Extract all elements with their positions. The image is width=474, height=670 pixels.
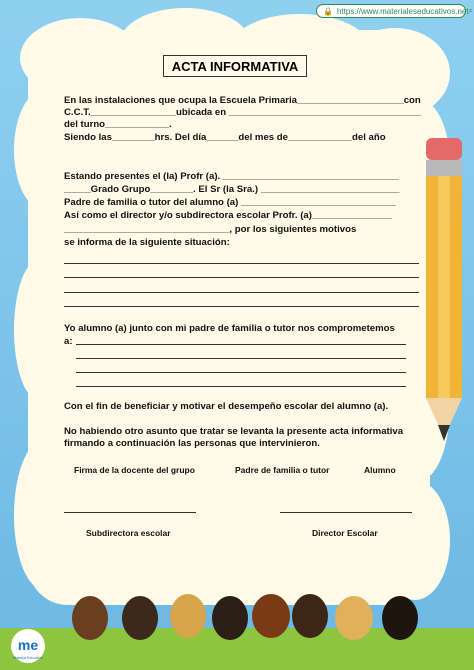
text-line: Yo alumno (a) junto con mi padre de familia o tutor nos comprometemos: [64, 323, 395, 334]
writing-line[interactable]: [76, 358, 406, 359]
signature-line[interactable]: [64, 512, 196, 513]
writing-line[interactable]: [76, 372, 406, 373]
text-line: firmando a continuación las personas que intervinieron.: [64, 438, 320, 449]
writing-line[interactable]: [64, 263, 419, 264]
text-line: Así como el director y/o subdirectora escolar Profr. (a)_______________: [64, 210, 392, 221]
url-text: https://www.materialeseducativos.net: [336, 6, 469, 16]
text-line: En las instalaciones que ocupa la Escuela Primaria____________________con: [64, 95, 421, 106]
signature-label-student: Alumno: [364, 465, 396, 475]
text-line: _____Grado Grupo________. El Sr (la Sra.) __________________________: [64, 184, 400, 195]
text-line: a:: [64, 336, 73, 347]
child-figure: [170, 594, 206, 638]
text-line: Estando presentes el (la) Profr (a). _________________________________: [64, 171, 399, 182]
text-line: del turno____________.: [64, 119, 172, 130]
text-line: Padre de familia o tutor del alumno (a) _____________________________: [64, 197, 396, 208]
signature-label-teacher: Firma de la docente del grupo: [74, 465, 195, 475]
signature-label-director: Director Escolar: [312, 528, 378, 538]
child-figure: [212, 596, 248, 640]
signature-line[interactable]: [280, 512, 412, 513]
text-line: Con el fin de beneficiar y motivar el desempeño escolar del alumno (a).: [64, 401, 389, 412]
text-line: No habiendo otro asunto que tratar se levanta la presente acta informativa: [64, 426, 404, 437]
brand-logo: [10, 628, 46, 664]
writing-line[interactable]: [64, 277, 419, 278]
child-figure: [72, 596, 108, 640]
url-bar[interactable]: [316, 4, 474, 18]
logo-text: me: [17, 637, 39, 653]
signature-label-subdirector: Subdirectora escolar: [86, 528, 171, 538]
signature-label-parent: Padre de familia o tutor: [235, 465, 330, 475]
lock-icon: 🔒: [323, 6, 333, 16]
child-figure: [335, 596, 373, 640]
pencil-icon: [423, 138, 465, 448]
writing-line[interactable]: [76, 386, 406, 387]
writing-line[interactable]: [76, 344, 406, 345]
text-line: se informa de la siguiente situación:: [64, 237, 230, 248]
child-figure: [122, 596, 158, 640]
writing-line[interactable]: [64, 306, 419, 307]
child-figure: [292, 594, 328, 638]
text-line: C.C.T.________________ubicada en ____________________________________: [64, 107, 421, 118]
child-figure: [252, 594, 290, 638]
document-title: ACTA INFORMATIVA: [163, 55, 307, 77]
writing-line[interactable]: [64, 292, 419, 293]
text-line: _______________________________, por los siguientes motivos: [64, 224, 357, 235]
text-line: Siendo las________hrs. Del día______del mes de____________del año: [64, 132, 386, 143]
logo-subtext: Material Educativo: [13, 656, 43, 660]
search-icon[interactable]: ⌕: [468, 6, 474, 15]
child-figure: [382, 596, 418, 640]
